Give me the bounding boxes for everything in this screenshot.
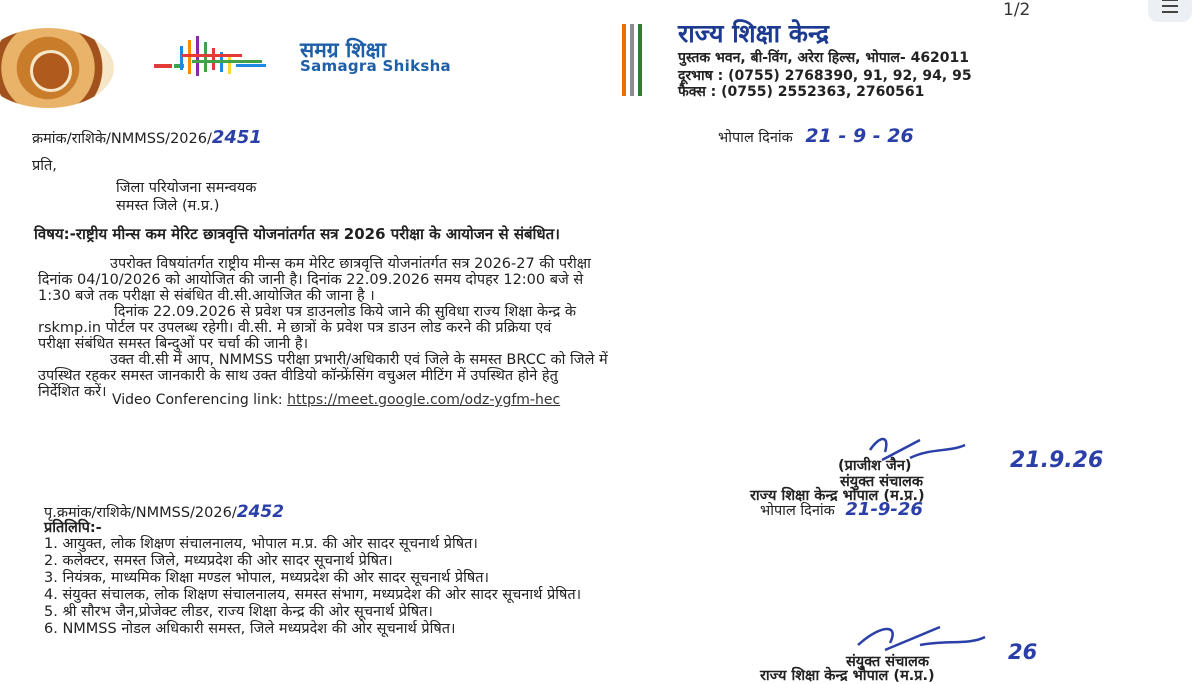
copy-list-item: 4. संयुक्त संचालक, लोक शिक्षण संचालनालय, समस्त संभाग, मध्यप्रदेश की ओर सादर सूचनार्थ प्रेषित। [44, 587, 582, 603]
reference-number-printed: क्रमांक/राशिके/NMMSS/2026/ [32, 131, 212, 147]
reference-number [32, 127, 262, 148]
letter-date-label: भोपाल दिनांक [718, 130, 793, 146]
copy-list-item: 6. NMMSS नोडल अधिकारी समस्त, जिले मध्यप्रदेश की ओर सूचनार्थ प्रेषित। [44, 621, 456, 637]
menu-icon[interactable] [1148, 0, 1192, 22]
para2-line3: परीक्षा संबंधित समस्त बिन्दुओं पर चर्चा की जानी है। [38, 336, 309, 352]
reference-number-handwritten: 2451 [211, 127, 262, 148]
letter-date [718, 125, 914, 147]
recipient-line-2: समस्त जिले (म.प्र.) [116, 198, 220, 214]
para2-line2: rskmp.in पोर्टल पर उपलब्ध रहेगी। वी.सी. मे छात्रों के प्रवेश पत्र डाउन लोड करने की प्रक्रिया एवं [38, 320, 552, 336]
copy-list-item: 2. कलेक्टर, समस्त जिले, मध्यप्रदेश की ओर सादर सूचनार्थ प्रेषित। [44, 553, 393, 569]
para1-line1: उपरोक्त विषयांतर्गत राष्ट्रीय मीन्स कम मेरिट छात्रवृत्ति योजनांतर्गत सत्र 2026-27 की परीक्षा [110, 256, 591, 272]
signatory-1-name: (प्राजीश जैन) [838, 458, 912, 474]
to-label: प्रति, [32, 158, 57, 174]
copy-date-label: भोपाल दिनांक [760, 503, 835, 519]
org-address: पुस्तक भवन, बी-विंग, अरेरा हिल्स, भोपाल- 462011 [678, 50, 970, 66]
org-fax: फैक्स : (0755) 2552363, 2760561 [678, 84, 925, 100]
samagra-shiksha-logo [152, 34, 272, 82]
copy-reference-handwritten: 2452 [236, 502, 285, 522]
vc-link-line [112, 392, 560, 408]
signatory-2-office: राज्य शिक्षा केन्द्र भोपाल (म.प्र.) [760, 668, 935, 684]
logo-english-title: Samagra Shiksha [300, 57, 451, 75]
page-indicator: 1/2 [1003, 0, 1031, 20]
para3-line1: उक्त वी.सी में आप, NMMSS परीक्षा प्रभारी/अधिकारी एवं जिले के समस्त BRCC को जिले में [110, 352, 608, 368]
letter-date-handwritten: 21 - 9 - 26 [805, 125, 914, 147]
copy-list-item: 5. श्री सौरभ जैन,प्रोजेक्ट लीडर, राज्य शिक्षा केन्द्र की ओर सूचनार्थ प्रेषित। [44, 604, 433, 620]
copy-list-item: 3. नियंत्रक, माध्यमिक शिक्षा मण्डल भोपाल, मध्यप्रदेश की ओर सादर सूचनार्थ प्रेषित। [44, 570, 490, 586]
signatory-1-designation: संयुक्त संचालक [840, 474, 924, 490]
logo-hindi-title: समग्र शिक्षा [300, 38, 387, 62]
letter-subject: विषय:-राष्ट्रीय मीन्स कम मेरिट छात्रवृत्ति योजनांतर्गत सत्र 2026 परीक्षा के आयोजन से संबंधित। [34, 225, 560, 243]
copy-title: प्रतिलिपि:- [44, 520, 102, 536]
recipient-line-1: जिला परियोजना समन्वयक [116, 180, 257, 196]
signature-1-date: 21.9.26 [1010, 448, 1104, 473]
vc-link-label: Video Conferencing link: [112, 392, 288, 408]
copy-date-handwritten: 21-9-26 [845, 499, 923, 520]
copy-reference-number [44, 504, 284, 521]
para2-line1: दिनांक 22.09.2026 से प्रवेश पत्र डाउनलोड किये जाने की सुविधा राज्य शिक्षा केन्द्र के [114, 304, 577, 320]
copy-reference-printed: पृ.क्रमांक/राशिके/NMMSS/2026/ [44, 505, 237, 521]
tricolor-stripes [620, 24, 644, 96]
signatory-2-designation: संयुक्त संचालक [846, 654, 930, 670]
para1-line2: दिनांक 04/10/2026 को आयोजित की जानी है। दिनांक 22.09.2026 समय दोपहर 12:00 बजे से [38, 272, 584, 288]
signatory-1-office: राज्य शिक्षा केन्द्र भोपाल (म.प्र.) [750, 488, 925, 504]
org-phone: दूरभाष : (0755) 2768390, 91, 92, 94, 95 [678, 68, 972, 84]
para3-line2: उपस्थित रहकर समस्त जानकारी के साथ उक्त वीडियो कॉन्फ्रेंसिंग वचुअल मीटिंग में उपस्थित होने हेतु [38, 368, 558, 384]
copy-list-item: 1. आयुक्त, लोक शिक्षण संचालनालय, भोपाल म.प्र. की ओर सादर सूचनार्थ प्रेषित। [44, 536, 478, 552]
para3-line3: निर्देशित करें। [38, 384, 107, 400]
para1-line3: 1:30 बजे तक परीक्षा से संबंधित वी.सी.आयोजित की जाना है । [38, 288, 375, 304]
copy-date [760, 499, 923, 520]
vc-link[interactable]: https://meet.google.com/odz-ygfm-hec [287, 392, 561, 408]
org-name: राज्य शिक्षा केन्द्र [678, 19, 829, 48]
mp-government-seal [0, 28, 114, 108]
signature-2-date: 26 [1008, 640, 1038, 664]
